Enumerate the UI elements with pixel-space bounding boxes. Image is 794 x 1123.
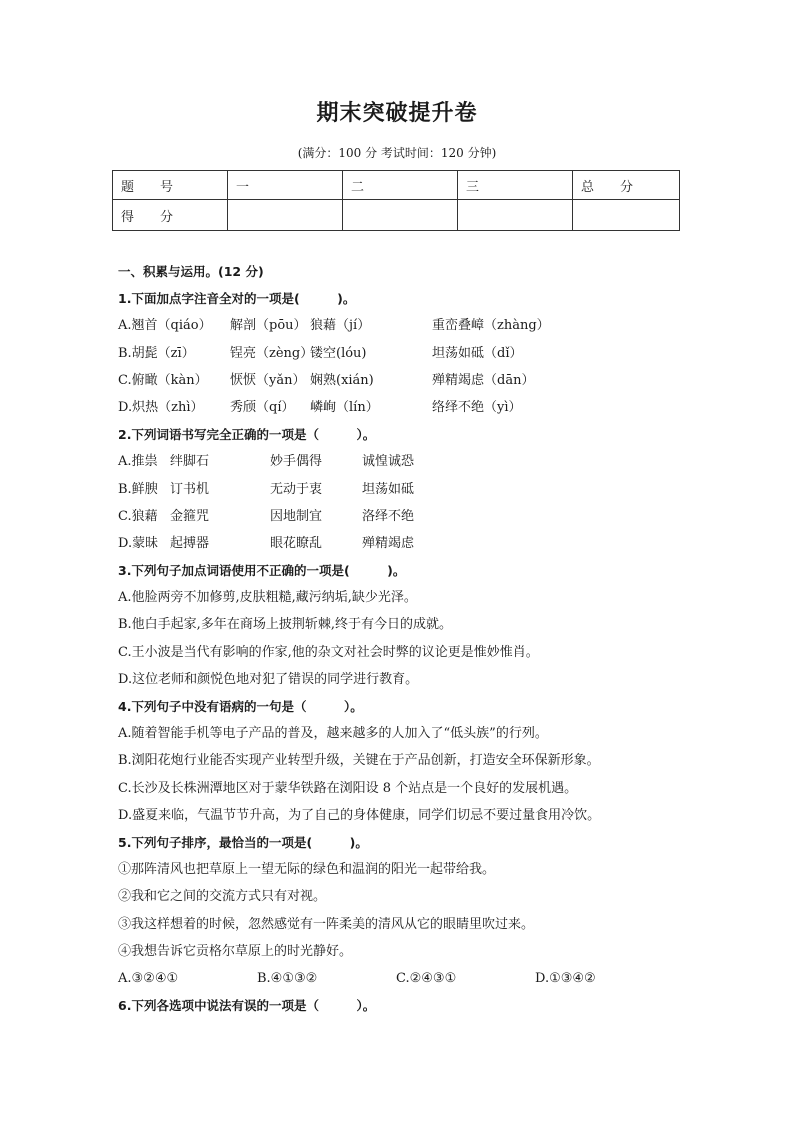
table-cell: 题 号 <box>113 171 228 200</box>
table-row <box>113 171 680 200</box>
option-item: B.胡髭（zī） <box>118 345 195 361</box>
option-line: D.这位老师和颜悦色地对犯了错误的同学进行教育。 <box>118 671 419 687</box>
option-item: 殚精竭虑（dān） <box>432 372 535 388</box>
option-line: A.随着智能手机等电子产品的普及，越来越多的人加入了“低头族”的行列。 <box>118 726 548 742</box>
exam-body <box>118 258 718 1019</box>
sentence-line: ④我想告诉它贡格尔草原上的时光静好。 <box>118 943 353 959</box>
question-stem: 4.下列句子中没有语病的一句是（ ）。 <box>118 699 363 714</box>
score-cell[interactable] <box>573 200 680 231</box>
option-row <box>118 476 718 503</box>
table-cell: 二 <box>343 171 458 200</box>
exam-info: (满分：100 分 考试时间：120 分钟) <box>297 146 497 160</box>
option-row <box>118 965 718 992</box>
question-stem: 6.下列各选项中说法有误的一项是（ ）。 <box>118 998 376 1014</box>
score-table <box>112 170 680 231</box>
option-item: 坦荡如砥（dǐ） <box>432 345 523 361</box>
table-row <box>113 200 680 231</box>
section-heading: 一、积累与运用。(12 分) <box>118 264 264 279</box>
option-item: 诚惶诚恐 <box>362 454 415 470</box>
option-item: 恹恹（yǎn） <box>230 372 306 388</box>
page-title: 期末突破提升卷 <box>316 101 478 126</box>
option-item: 嶙峋（lín） <box>310 399 379 415</box>
option-row <box>118 394 718 421</box>
option-item: C.②④③① <box>396 970 457 986</box>
option-item: C.狼藉 <box>118 508 158 524</box>
sentence-line: ③我这样想着的时候，忽然感觉有一阵柔美的清风从它的眼睛里吹过来。 <box>118 916 535 932</box>
option-item: C.俯瞰（kàn） <box>118 372 208 388</box>
table-cell: 得 分 <box>113 200 228 231</box>
question-stem: 2.下列词语书写完全正确的一项是（ ）。 <box>118 427 376 443</box>
option-line: C.王小波是当代有影响的作家,他的杂文对社会时弊的议论更是惟妙惟肖。 <box>118 644 539 660</box>
option-row <box>118 503 718 530</box>
option-line: A.他脸两旁不加修剪,皮肤粗糙,藏污纳垢,缺少光泽。 <box>118 590 417 606</box>
option-item: D.①③④② <box>535 970 596 986</box>
option-item: 锃亮（zèng） <box>230 345 314 361</box>
question-stem: 5.下列句子排序，最恰当的一项是( )。 <box>118 834 368 850</box>
option-row <box>118 312 718 339</box>
option-item: 殚精竭虑 <box>362 535 415 551</box>
score-cell[interactable] <box>458 200 573 231</box>
score-cell[interactable] <box>228 200 343 231</box>
option-item: 妙手偶得 <box>270 454 323 470</box>
option-line: B.他白手起家,多年在商场上披荆斩棘,终于有今日的成就。 <box>118 617 452 633</box>
option-row <box>118 530 718 557</box>
option-item: A.推祟 <box>118 454 158 470</box>
question-stem: 1.下面加点字注音全对的一项是( )。 <box>118 291 356 307</box>
option-item: 无动于衷 <box>270 481 323 497</box>
option-item: A.翘首（qiáo） <box>118 318 212 334</box>
option-item: 秀颀（qí） <box>230 399 295 415</box>
question-stem: 3.下列句子加点词语使用不正确的一项是( )。 <box>118 563 406 579</box>
option-line: C.长沙及长株洲潭地区对于蒙华铁路在浏阳设 8 个站点是一个良好的发展机遇。 <box>118 780 578 796</box>
option-row <box>118 448 718 475</box>
option-item: 起搏器 <box>170 535 210 551</box>
sentence-line: ②我和它之间的交流方式只有对视。 <box>118 889 327 905</box>
sentence-line: ①那阵清风也把草原上一望无际的绿色和温润的阳光一起带给我。 <box>118 862 496 878</box>
option-line: B.浏阳花炮行业能否实现产业转型升级，关键在于产品创新，打造安全环保新形象。 <box>118 753 600 769</box>
option-item: 坦荡如砥 <box>362 481 415 497</box>
option-row <box>118 340 718 367</box>
table-cell: 三 <box>458 171 573 200</box>
score-cell[interactable] <box>343 200 458 231</box>
option-item: 重峦叠嶂（zhàng） <box>432 318 550 334</box>
table-cell: 一 <box>228 171 343 200</box>
option-item: 金箍咒 <box>170 508 210 524</box>
option-row <box>118 367 718 394</box>
option-item: B.④①③② <box>257 970 318 986</box>
option-item: 镂空(lóu) <box>310 345 367 361</box>
option-item: B.鲜腴 <box>118 481 158 497</box>
option-item: 绊脚石 <box>170 454 210 470</box>
option-item: 订书机 <box>170 481 210 497</box>
option-item: D.炽热（zhì） <box>118 399 204 415</box>
option-item: A.③②④① <box>118 970 179 986</box>
option-item: 狼藉（jí） <box>310 318 371 334</box>
option-item: 因地制宜 <box>270 508 323 524</box>
option-item: 解剖（pōu） <box>230 318 307 334</box>
option-item: D.蒙昧 <box>118 535 159 551</box>
option-item: 络绎不绝（yì） <box>432 399 522 415</box>
table-cell: 总 分 <box>573 171 680 200</box>
option-line: D.盛夏来临，气温节节升高，为了自己的身体健康，同学们切忌不要过量食用冷饮。 <box>118 807 601 823</box>
option-item: 眼花瞭乱 <box>270 535 323 551</box>
option-item: 洛绎不绝 <box>362 508 415 524</box>
option-item: 娴熟(xián) <box>310 372 374 388</box>
